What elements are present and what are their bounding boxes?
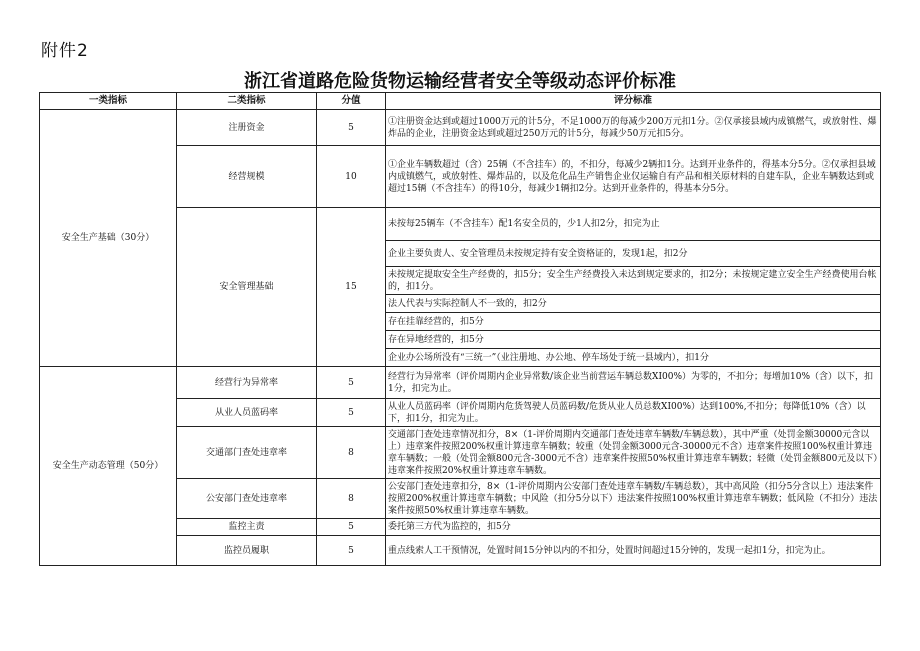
item-name: 监控员履职 bbox=[177, 536, 317, 566]
item-criteria: 委托第三方代为监控的，扣5分 bbox=[386, 519, 881, 536]
item-criteria: 未按规定提取安全生产经费的，扣5分；安全生产经费投入未达到规定要求的，扣2分；未按规定建立安全生产经费使用台帐的，扣1分。 bbox=[386, 267, 881, 295]
group-name: 安全生产基础（30分） bbox=[40, 110, 177, 367]
item-name: 注册资金 bbox=[177, 110, 317, 146]
header-criteria: 评分标准 bbox=[386, 93, 881, 110]
item-criteria: 重点线索人工干预情况，处置时间15分钟以内的不扣分，处置时间超过15分钟的，发现一起扣1分，扣完为止。 bbox=[386, 536, 881, 566]
item-criteria: 未按每25辆车（不含挂车）配1名安全员的，少1人扣2分，扣完为止 bbox=[386, 208, 881, 241]
table-row bbox=[40, 367, 881, 399]
item-score: 15 bbox=[317, 208, 386, 367]
evaluation-table bbox=[39, 92, 881, 566]
item-name: 交通部门查处违章率 bbox=[177, 427, 317, 479]
table-header-row bbox=[40, 93, 881, 110]
item-criteria: 企业办公场所没有“三统一”（业注册地、办公地、停车场处于统一县域内），扣1分 bbox=[386, 349, 881, 367]
item-name: 安全管理基础 bbox=[177, 208, 317, 367]
document-title: 浙江省道路危险货物运输经营者安全等级动态评价标准 bbox=[244, 71, 676, 92]
item-score: 5 bbox=[317, 399, 386, 427]
item-score: 5 bbox=[317, 110, 386, 146]
item-score: 8 bbox=[317, 479, 386, 519]
item-score: 5 bbox=[317, 536, 386, 566]
header-secondary-indicator: 二类指标 bbox=[177, 93, 317, 110]
attachment-label: 附件2 bbox=[41, 41, 89, 61]
item-name: 公安部门查处违章率 bbox=[177, 479, 317, 519]
item-criteria: 从业人员蓝码率（评价周期内危货驾驶人员蓝码数/危货从业人员总数XI00%）达到100%,不扣分；每降低10%（含）以下，扣1分，扣完为止。 bbox=[386, 399, 881, 427]
item-criteria: ①企业车辆数超过（含）25辆（不含挂车）的，不扣分，每减少2辆扣1分。达到开业条件的，得基本分5分。②仅承担县域内成镇燃气，或放射性、爆炸品的，以及危化品生产销售企业仅运输自有产品和相关原材料的自建车队，企业车辆数达到或超过15辆（不含挂车）的得10分，每减少1辆扣2分。达到开业条件的，得基本分5分。 bbox=[386, 146, 881, 208]
item-name: 经营规模 bbox=[177, 146, 317, 208]
group-name: 安全生产动态管理（50分） bbox=[40, 367, 177, 566]
item-score: 10 bbox=[317, 146, 386, 208]
table-row bbox=[40, 110, 881, 146]
item-criteria: 经营行为异常率（评价周期内企业异常数/该企业当前营运车辆总数XI00%）为零的，不扣分；每增加10%（含）以下，扣1分，扣完为止。 bbox=[386, 367, 881, 399]
header-primary-indicator: 一类指标 bbox=[40, 93, 177, 110]
item-name: 监控主责 bbox=[177, 519, 317, 536]
item-name: 从业人员蓝码率 bbox=[177, 399, 317, 427]
item-score: 5 bbox=[317, 367, 386, 399]
item-criteria: 企业主要负责人、安全管理员未按规定持有安全资格证的，发现1起，扣2分 bbox=[386, 241, 881, 267]
item-criteria: ①注册资金达到或超过1000万元的计5分，不足1000万的每减少200万元扣1分。②仅承接县域内成镇燃气，或放射性、爆炸品的企业，注册资金达到或超过250万元的计5分，每减少50万元扣5分。 bbox=[386, 110, 881, 146]
item-criteria: 存在异地经营的，扣5分 bbox=[386, 331, 881, 349]
header-score: 分值 bbox=[317, 93, 386, 110]
item-score: 5 bbox=[317, 519, 386, 536]
item-criteria: 法人代表与实际控制人不一致的，扣2分 bbox=[386, 295, 881, 313]
item-criteria: 存在挂靠经营的，扣5分 bbox=[386, 313, 881, 331]
item-criteria: 公安部门查处违章扣分，8×（1-评价周期内公安部门查处违章车辆数/车辆总数），其中高风险（扣分5分含以上）违法案件按照200%权重计算违章车辆数；中风险（扣分5分以下）违法案件按照100%权重计算违章车辆数；低风险（不扣分）违法案件按照50%权重计算违章车辆数。 bbox=[386, 479, 881, 519]
item-criteria: 交通部门查处违章情况扣分，8×（1-评价周期内交通部门查处违章车辆数/车辆总数），其中严重（处罚金额30000元含以上）违章案件按照200%权重计算违章车辆数；较重（处罚金额3000元含-30000元不含）违章案件按照100%权重计算违章车辆数；一般（处罚金额800元含-3000元不含）违章案件按照50%权重计算违章车辆数；轻微（处罚金额800元及以下）违章案件按照20%权重计算违章车辆数。 bbox=[386, 427, 881, 479]
item-score: 8 bbox=[317, 427, 386, 479]
item-name: 经营行为异常率 bbox=[177, 367, 317, 399]
